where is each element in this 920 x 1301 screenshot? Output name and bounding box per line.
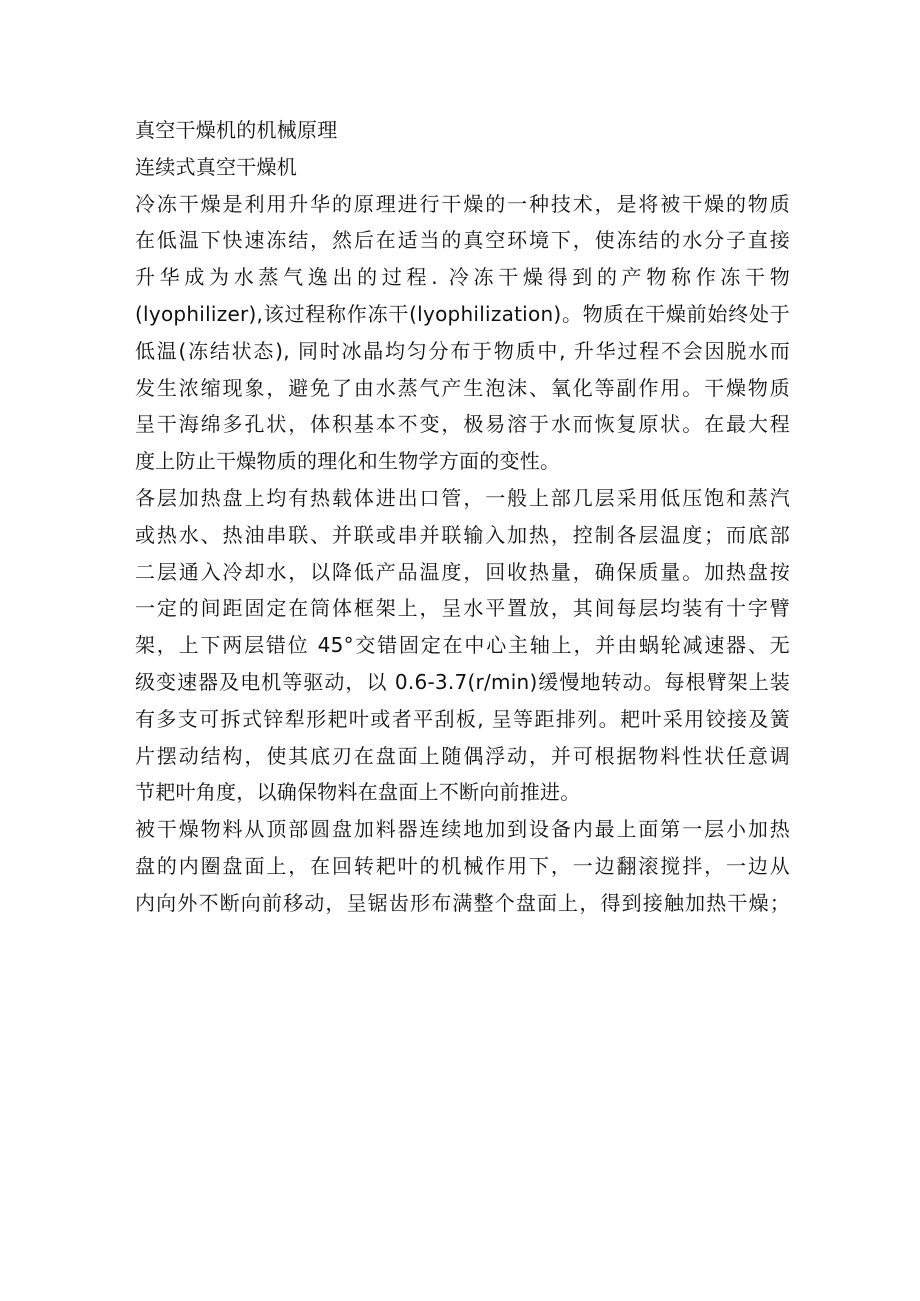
paragraph-line: 各层加热盘上均有热载体进出口管，一般上部几层采用低压饱和蒸汽 (135, 485, 790, 510)
paragraph-line: 有多支可拆式锌犁形耙叶或者平刮板, 呈等距排列。耙叶采用铰接及簧 (135, 706, 790, 731)
paragraph-line: 被干燥物料从顶部圆盘加料器连续地加到设备内最上面第一层小加热 (135, 817, 790, 842)
paragraph-line: 呈干海绵多孔状，体积基本不变，极易溶于水而恢复原状。在最大程 (135, 412, 790, 437)
paragraph-line: 节耙叶角度，以确保物料在盘面上不断向前推进。 (135, 780, 581, 805)
paragraph-line: 发生浓缩现象，避免了由水蒸气产生泡沫、氧化等副作用。干燥物质 (135, 375, 790, 400)
paragraph-line: 级变速器及电机等驱动，以 0.6-3.7(r/min)缓慢地转动。每根臂架上装 (135, 669, 790, 694)
document-body (135, 112, 790, 922)
paragraph-line: 架，上下两层错位 45°交错固定在中心主轴上，并由蜗轮减速器、无 (135, 633, 790, 658)
paragraph-line: 内向外不断向前移动，呈锯齿形布满整个盘面上，得到接触加热干燥； (135, 890, 790, 915)
paragraph-line: 升华成为水蒸气逸出的过程. 冷冻干燥得到的产物称作冻干物 (135, 265, 790, 290)
paragraph-line: 冷冻干燥是利用升华的原理进行干燥的一种技术，是将被干燥的物质 (135, 191, 790, 216)
paragraph-line: 片摆动结构，使其底刃在盘面上随偶浮动，并可根据物料性状任意调 (135, 743, 790, 768)
paragraph-line: (lyophilizer),该过程称作冻干(lyophilization)。物质在干燥前始终处于 (135, 301, 790, 326)
paragraph-line: 二层通入冷却水，以降低产品温度，回收热量，确保质量。加热盘按 (135, 559, 790, 584)
paragraph-line: 盘的内圈盘面上，在回转耙叶的机械作用下，一边翻滚搅拌，一边从 (135, 853, 790, 878)
paragraph-line: 或热水、热油串联、并联或串并联输入加热，控制各层温度；而底部 (135, 522, 790, 547)
paragraph-line: 低温(冻结状态), 同时冰晶均匀分布于物质中, 升华过程不会因脱水而 (135, 338, 790, 363)
paragraph-freeze-drying (135, 186, 790, 480)
paragraph-material-flow (135, 811, 790, 921)
paragraph-line: 度上防止干燥物质的理化和生物学方面的变性。 (135, 449, 561, 474)
paragraph-line: 一定的间距固定在筒体框架上，呈水平置放，其间每层均装有十字臂 (135, 596, 790, 621)
document-title: 真空干燥机的机械原理 (135, 118, 338, 142)
paragraph-line: 在低温下快速冻结，然后在适当的真空环境下，使冻结的水分子直接 (135, 228, 790, 253)
document-subtitle: 连续式真空干燥机 (135, 154, 297, 179)
paragraph-heating-plates (135, 480, 790, 811)
